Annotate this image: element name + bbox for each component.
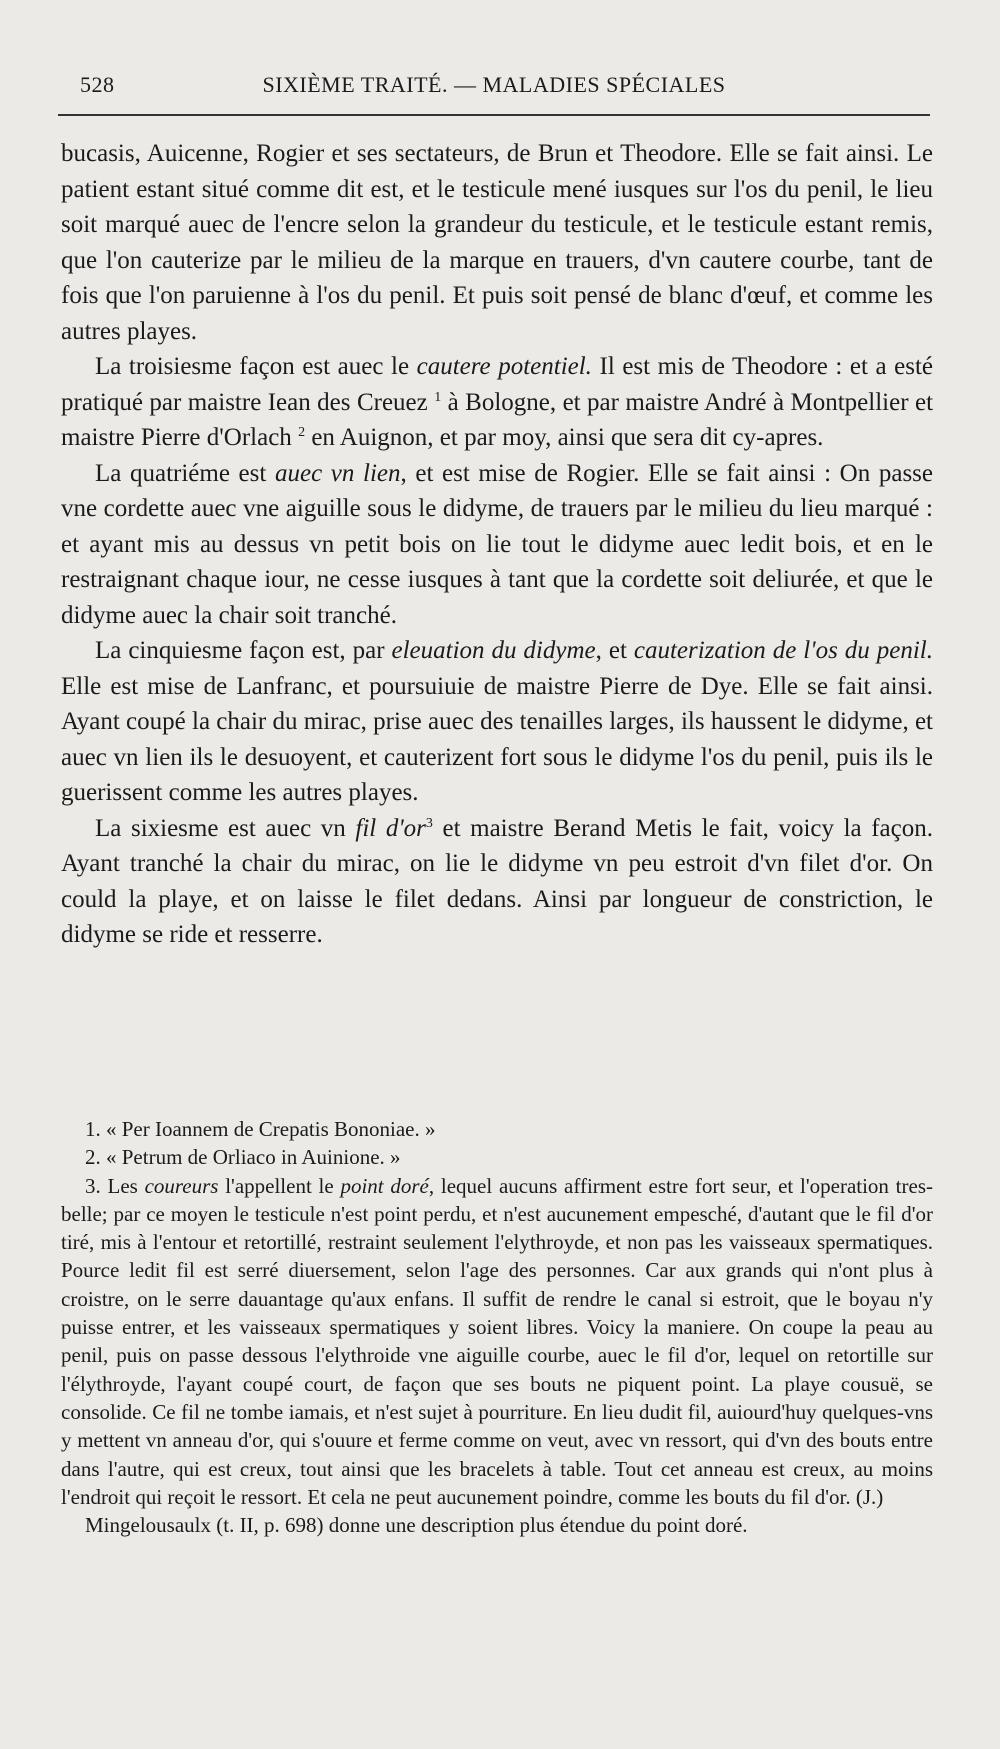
text-run: La troisiesme façon est auec le bbox=[95, 353, 417, 380]
footnote-2: 2. « Petrum de Orliaco in Auinione. » bbox=[85, 1145, 401, 1170]
footnote-3 bbox=[61, 1172, 933, 1512]
italic-text: auec vn lien bbox=[274, 459, 401, 487]
main-text bbox=[61, 136, 933, 953]
footnotes bbox=[61, 1115, 933, 1539]
running-head: SIXIÈME TRAITÉ. — MALADIES SPÉCIALES bbox=[262, 72, 726, 97]
paragraph-3 bbox=[61, 456, 933, 634]
header-rule bbox=[58, 114, 930, 116]
text-run: , lequel aucuns affirment estre fort seur, et l'operation tres-belle; par ce moyen le testicule n'est point perdu, et n'est aucunement empesché, d'autant que le fil d'or tiré, mis à l'entour et retortillé, restraint seulement l'elythroyde, et non pas les vaisseaux spermatiques. Pource ledit fil est serré diuersement, selon l'age des personnes. Car aux grands qui n'ont plus à croistre, on le serre dauantage qu'aux enfans. Il suffit de rendre le canal si estroit, que le boyau n'y puisse entrer, et les vaisseaux spermatiques y soient libres. Voicy la maniere. On coupe la peau au penil, puis on passe dessous l'elythroide vne aiguille courbe, auec le fil d'or, lequel on retortille sur l'élythroyde, l'ayant coupé court, de façon que ses bouts ne piquent point. La playe cousuë, se consolide. Ce fil ne tombe iamais, et n'est sujet à pourriture. En lieu dudit fil, auiourd'huy quelques-vns y mettent vn anneau d'or, qui s'ouure et ferme comme on veut, avec vn ressort, qui d'vn des bouts entre dans l'autre, qui est creux, tout ainsi que les bracelets à table. Tout cet anneau est creux, au moins l'endroit qui reçoit le ressort. Et cela ne peut aucunement poindre, comme les bouts du fil d'or. (J.) bbox=[61, 1173, 933, 1509]
paragraph-2 bbox=[61, 349, 933, 456]
text-run: , et bbox=[595, 637, 634, 664]
text-run: La cinquiesme façon est, par bbox=[95, 637, 392, 664]
footnote-ref-1: 1 bbox=[434, 389, 442, 405]
footnote-ref-3: 3 bbox=[425, 815, 433, 831]
italic-text: coureurs bbox=[144, 1173, 219, 1198]
italic-text: cauterization de l'os du penil. bbox=[633, 637, 933, 664]
text-run: Il est mis de Theodore : et a esté pratiqué par maistre Iean des Creuez bbox=[61, 353, 934, 416]
paragraph-4 bbox=[61, 633, 933, 811]
text-run: Elle est mise de Lanfranc, et poursuiuie de maistre Pierre de Dye. Elle se fait ainsi. Ayant coupé la chair du mirac, prise auec des tenailles larges, ils haussent le didyme, et auec vn lien ils le desuoyent, et cauterizent fort sous le didyme l'os du penil, puis ils le guerissent comme les autres playes. bbox=[61, 672, 933, 806]
page-header bbox=[58, 68, 930, 102]
footnote-1: 1. « Per Ioannem de Crepatis Bononiae. » bbox=[85, 1117, 436, 1141]
footnote-4: Mingelousaulx (t. II, p. 698) donne une description plus étendue du point doré. bbox=[85, 1513, 748, 1538]
italic-text: point doré bbox=[340, 1173, 429, 1198]
italic-text: fil d'or bbox=[355, 814, 426, 842]
text-run: l'appellent le bbox=[218, 1173, 341, 1198]
text-run: 3. Les bbox=[85, 1173, 145, 1198]
italic-text: cautere potentiel. bbox=[416, 353, 592, 380]
paragraph-5 bbox=[61, 811, 933, 953]
text-run: , et est mise de Rogier. Elle se fait ainsi : On passe vne cordette auec vne aiguille sous le didyme, de trauers par le milieu du lieu marqué : et ayant mis au dessus vn petit bois on lie tout le didyme auec ledit bois, et en le restraignant chaque iour, ne cesse iusques à tant que la cordette soit deliurée, et que le didyme auec la chair soit tranché. bbox=[61, 459, 934, 629]
text-run: à Bologne, et par maistre André à Montpellier et maistre Pierre d'Orlach bbox=[61, 388, 934, 451]
text-run: La quatriéme est bbox=[95, 459, 275, 487]
text-run: en Auignon, et par moy, ainsi que sera dit cy-apres. bbox=[305, 424, 824, 451]
italic-text: eleuation du didyme bbox=[391, 637, 596, 664]
text-run: La sixiesme est auec vn bbox=[95, 814, 356, 842]
text-run: et maistre Berand Metis le fait, voicy la façon. Ayant tranché la chair du mirac, on lie le didyme vn peu estroit d'vn filet d'or. On could la playe, et on laisse le filet dedans. Ainsi par longueur de constriction, le didyme se ride et resserre. bbox=[61, 814, 933, 948]
paragraph-1: bucasis, Auicenne, Rogier et ses sectateurs, de Brun et Theodore. Elle se fait ainsi. Le patient estant situé comme dit est, et le testicule mené iusques sur l'os du penil, le lieu soit marqué auec de l'encre selon la grandeur du testicule, et le testicule estant remis, que l'on cauterize par le milieu de la marque en trauers, d'vn cautere courbe, tant de fois que l'on paruienne à l'os du penil. Et puis soit pensé de blanc d'œuf, et comme les autres playes. bbox=[61, 140, 933, 345]
page-number: 528 bbox=[80, 72, 115, 97]
footnote-ref-2: 2 bbox=[298, 425, 306, 440]
